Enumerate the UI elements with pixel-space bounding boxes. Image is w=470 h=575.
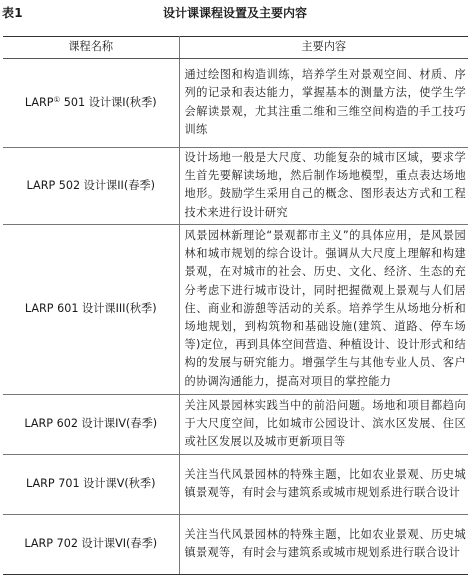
column-header-course-name: 课程名称 bbox=[3, 37, 179, 59]
table-row bbox=[3, 394, 468, 454]
course-content-cell: 设计场地一般是大尺度、功能复杂的城市区域，要求学生首先要解读场地，然后制作场地模型，重点表达场地地形。鼓励学生采用自己的概念、图形表达方式和工程技术来进行设计研究 bbox=[179, 148, 468, 225]
course-name-rest: 501 设计课I(秋季) bbox=[60, 95, 157, 109]
table-row bbox=[3, 224, 468, 394]
table-row bbox=[3, 514, 468, 574]
course-content-cell: 关注当代风景园林的特殊主题，比如农业景观、历史城镇景观等，有时会与建筑系或城市规划系进行联合设计 bbox=[179, 454, 468, 514]
course-content-cell: 关注风景园林实践当中的前沿问题。场地和项目都趋向于大尺度空间，比如城市公园设计、滨水区发展、住区或社区发展以及城市更新项目等 bbox=[179, 394, 468, 454]
course-name-cell: LARP 602 设计课IV(春季) bbox=[3, 394, 179, 454]
course-name-cell: LARP 702 设计课VI(春季) bbox=[3, 514, 179, 574]
footnote-marker: ① bbox=[53, 94, 61, 104]
course-content-cell: 通过绘图和构造训练，培养学生对景观空间、材质、序列的记录和表达能力，掌握基本的测量方法，使学生学会解读景观，尤其注重二维和三维空间构造的手工技巧训练 bbox=[179, 59, 468, 148]
course-code: LARP bbox=[24, 95, 54, 109]
table-row bbox=[3, 454, 468, 514]
course-name-cell: LARP 502 设计课II(春季) bbox=[3, 148, 179, 225]
course-name-cell: LARP 701 设计课V(秋季) bbox=[3, 454, 179, 514]
table-title: 设计课课程设置及主要内容 bbox=[162, 6, 307, 20]
course-name-cell bbox=[3, 59, 179, 148]
course-table bbox=[3, 36, 468, 575]
table-row bbox=[3, 148, 468, 225]
course-content-cell: 风景园林新理论“景观都市主义”的具体应用，是风景园林和城市规划的综合设计。强调从大尺度上理解和构建景观，在对城市的社会、历史、文化、经济、生态的充分考虑下进行城市设计，同时把握微观上景观与人们居住、商业和游憩等活动的关系。培养学生从场地分析和场地规划，到构筑物和基础设施(建筑、道路、停车场等)定位，再到具体空间营造、种植设计、设计形式和结构的发展与研究能力。增强学生与其他专业人员、客户的协调沟通能力，提高对项目的掌控能力 bbox=[179, 224, 468, 394]
table-row bbox=[3, 59, 468, 148]
table-header-row bbox=[3, 37, 468, 59]
column-header-main-content: 主要内容 bbox=[179, 37, 468, 59]
table-number: 表1 bbox=[2, 6, 23, 20]
course-content-cell: 关注当代风景园林的特殊主题，比如农业景观、历史城镇景观等，有时会与建筑系或城市规划系进行联合设计 bbox=[179, 514, 468, 574]
table-caption bbox=[0, 0, 470, 24]
course-name-cell: LARP 601 设计课III(秋季) bbox=[3, 224, 179, 394]
